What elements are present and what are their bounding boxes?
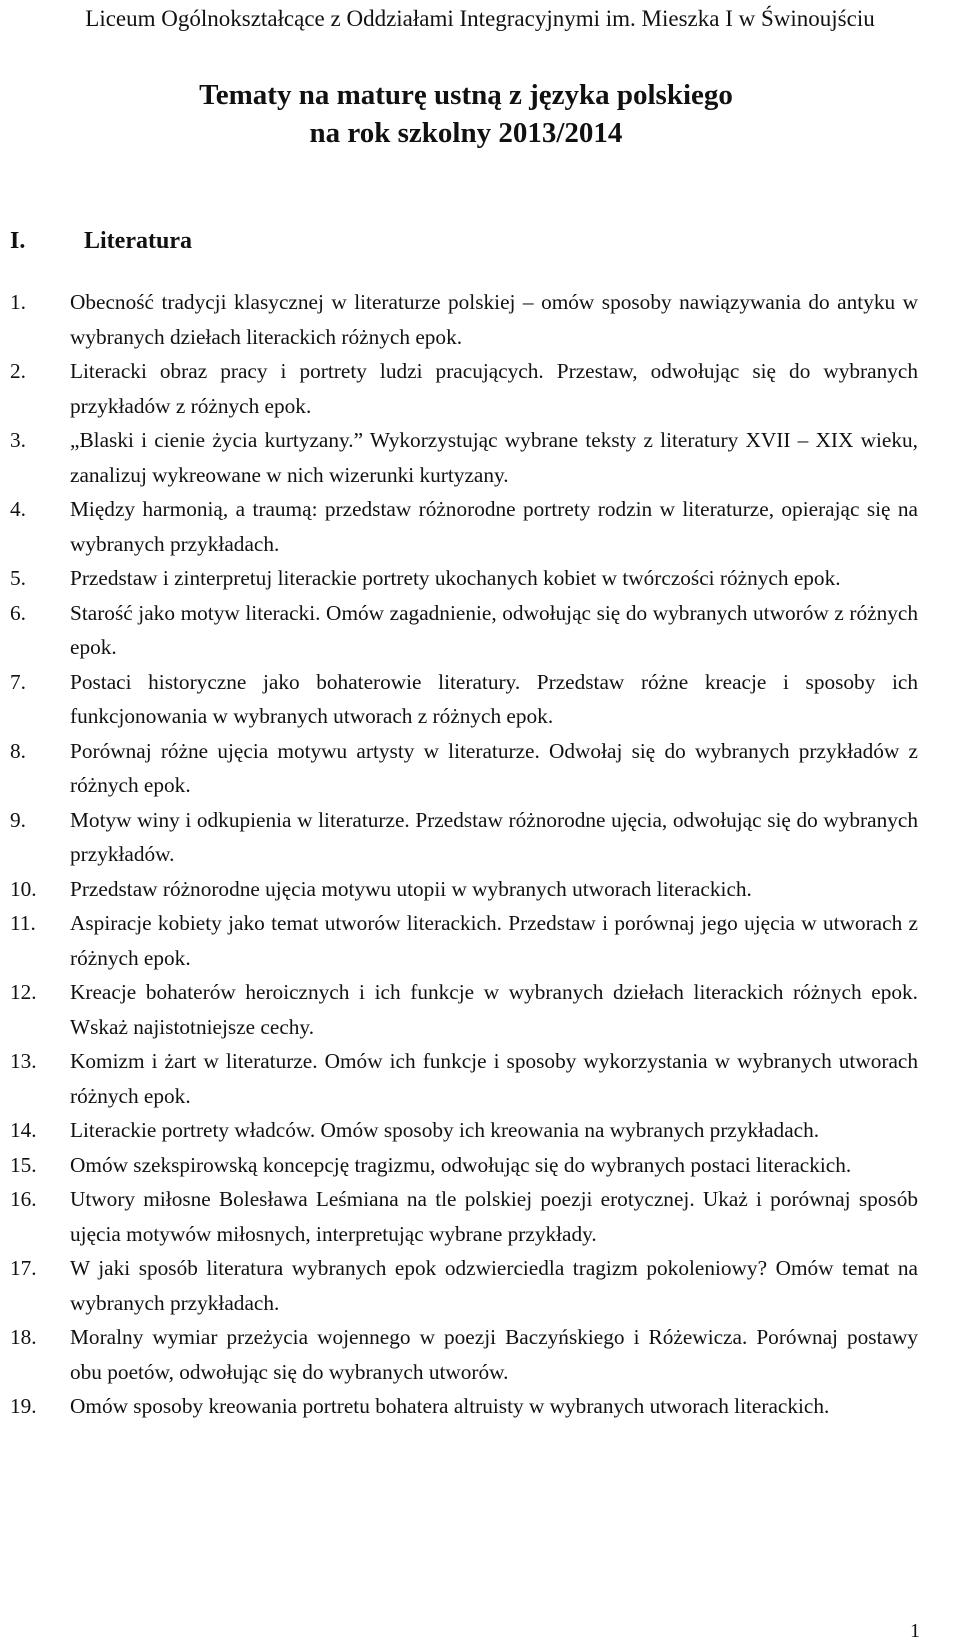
topic-number: 4. [10, 497, 26, 521]
topic-text: Literacki obraz pracy i portrety ludzi pracujących. Przestaw, odwołując się do wybranych przykładów z różnych epok. [70, 359, 918, 418]
topic-text: Omów sposoby kreowania portretu bohatera altruisty w wybranych utworach literackich. [70, 1394, 830, 1418]
list-item [0, 1320, 960, 1389]
title-line-2: na rok szkolny 2013/2014 [309, 117, 623, 149]
topic-number: 16. [10, 1187, 37, 1211]
list-item [0, 1148, 960, 1183]
document-title [0, 76, 932, 152]
list-item [0, 354, 960, 423]
list-item [0, 734, 960, 803]
topic-number: 8. [10, 738, 26, 763]
list-item [0, 596, 960, 665]
list-item [0, 1044, 960, 1113]
topic-number: 5. [10, 566, 26, 590]
topic-text: Przedstaw i zinterpretuj literackie portrety ukochanych kobiet w twórczości różnych epok. [70, 566, 841, 590]
topic-text: Motyw winy i odkupienia w literaturze. Przedstaw różnorodne ujęcia, odwołując się do wybranych przykładów. [70, 807, 918, 866]
topic-number: 7. [10, 669, 26, 694]
page-number: 1 [910, 1620, 920, 1642]
topic-text: „Blaski i cienie życia kurtyzany.” Wykorzystując wybrane teksty z literatury XVII – XIX wieku, zanalizuj wykreowane w nich wizerunki kurtyzany. [70, 428, 918, 487]
topic-number: 18. [10, 1325, 37, 1349]
topic-number: 15. [10, 1152, 37, 1177]
topic-text: Utwory miłosne Bolesława Leśmiana na tle polskiej poezji erotycznej. Ukaż i porównaj sposób ujęcia motywów miłosnych, interpretując wybrane przykłady. [70, 1187, 918, 1246]
list-item [0, 872, 960, 907]
list-item [0, 285, 960, 354]
topic-number: 14. [10, 1118, 37, 1142]
topic-number: 6. [10, 600, 26, 625]
topic-list [0, 285, 960, 1424]
school-name-header: Liceum Ogólnokształcące z Oddziałami Integracyjnymi im. Mieszka I w Świnoujściu [85, 6, 875, 31]
topic-number: 17. [10, 1256, 37, 1280]
topic-text: Aspiracje kobiety jako temat utworów literackich. Przedstaw i porównaj jego ujęcia w utworach z różnych epok. [70, 911, 918, 970]
topic-text: Komizm i żart w literaturze. Omów ich funkcje i sposoby wykorzystania w wybranych utworach różnych epok. [70, 1049, 918, 1108]
topic-text: Przedstaw różnorodne ujęcia motywu utopii w wybranych utworach literackich. [70, 876, 752, 901]
topic-text: Porównaj różne ujęcia motywu artysty w literaturze. Odwołaj się do wybranych przykładów z różnych epok. [70, 738, 918, 797]
topic-number: 9. [10, 807, 26, 832]
list-item [0, 803, 960, 872]
topic-text: Między harmonią, a traumą: przedstaw różnorodne portrety rodzin w literaturze, opierając się na wybranych przykładach. [70, 497, 918, 556]
list-item [0, 1251, 960, 1320]
topic-number: 2. [10, 359, 26, 383]
list-item [0, 561, 960, 596]
topic-number: 11. [10, 911, 36, 935]
topic-number: 13. [10, 1049, 37, 1073]
list-item [0, 423, 960, 492]
section-heading [10, 228, 192, 255]
list-item [0, 665, 960, 734]
topic-text: Postaci historyczne jako bohaterowie literatury. Przedstaw różne kreacje i sposoby ich funkcjonowania w wybranych utworach z różnych epok. [70, 669, 918, 728]
list-item [0, 975, 960, 1044]
list-item [0, 1113, 960, 1148]
topic-text: Literackie portrety władców. Omów sposoby ich kreowania na wybranych przykładach. [70, 1118, 820, 1142]
topic-number: 3. [10, 428, 26, 452]
list-item [0, 1182, 960, 1251]
topic-text: Moralny wymiar przeżycia wojennego w poezji Baczyńskiego i Różewicza. Porównaj postawy obu poetów, odwołując się do wybranych utworów. [70, 1325, 918, 1384]
list-item [0, 1389, 960, 1424]
section-name: Literatura [84, 228, 192, 254]
topic-text: Omów szekspirowską koncepcję tragizmu, odwołując się do wybranych postaci literackich. [70, 1152, 852, 1177]
topic-number: 10. [10, 876, 37, 901]
topic-number: 1. [10, 290, 26, 314]
topic-text: Kreacje bohaterów heroicznych i ich funkcje w wybranych dziełach literackich różnych epok. Wskaż najistotniejsze cechy. [70, 980, 918, 1039]
title-line-1: Tematy na maturę ustną z języka polskiego [199, 79, 733, 111]
list-item [0, 492, 960, 561]
topic-number: 19. [10, 1394, 37, 1418]
list-item [0, 906, 960, 975]
topic-text: Starość jako motyw literacki. Omów zagadnienie, odwołując się do wybranych utworów z różnych epok. [70, 600, 918, 659]
topic-number: 12. [10, 980, 37, 1004]
section-numeral: I. [10, 228, 26, 254]
topic-text: Obecność tradycji klasycznej w literaturze polskiej – omów sposoby nawiązywania do antyku w wybranych dziełach literackich różnych epok. [70, 290, 918, 349]
topic-text: W jaki sposób literatura wybranych epok odzwierciedla tragizm pokoleniowy? Omów temat na wybranych przykładach. [70, 1256, 918, 1315]
